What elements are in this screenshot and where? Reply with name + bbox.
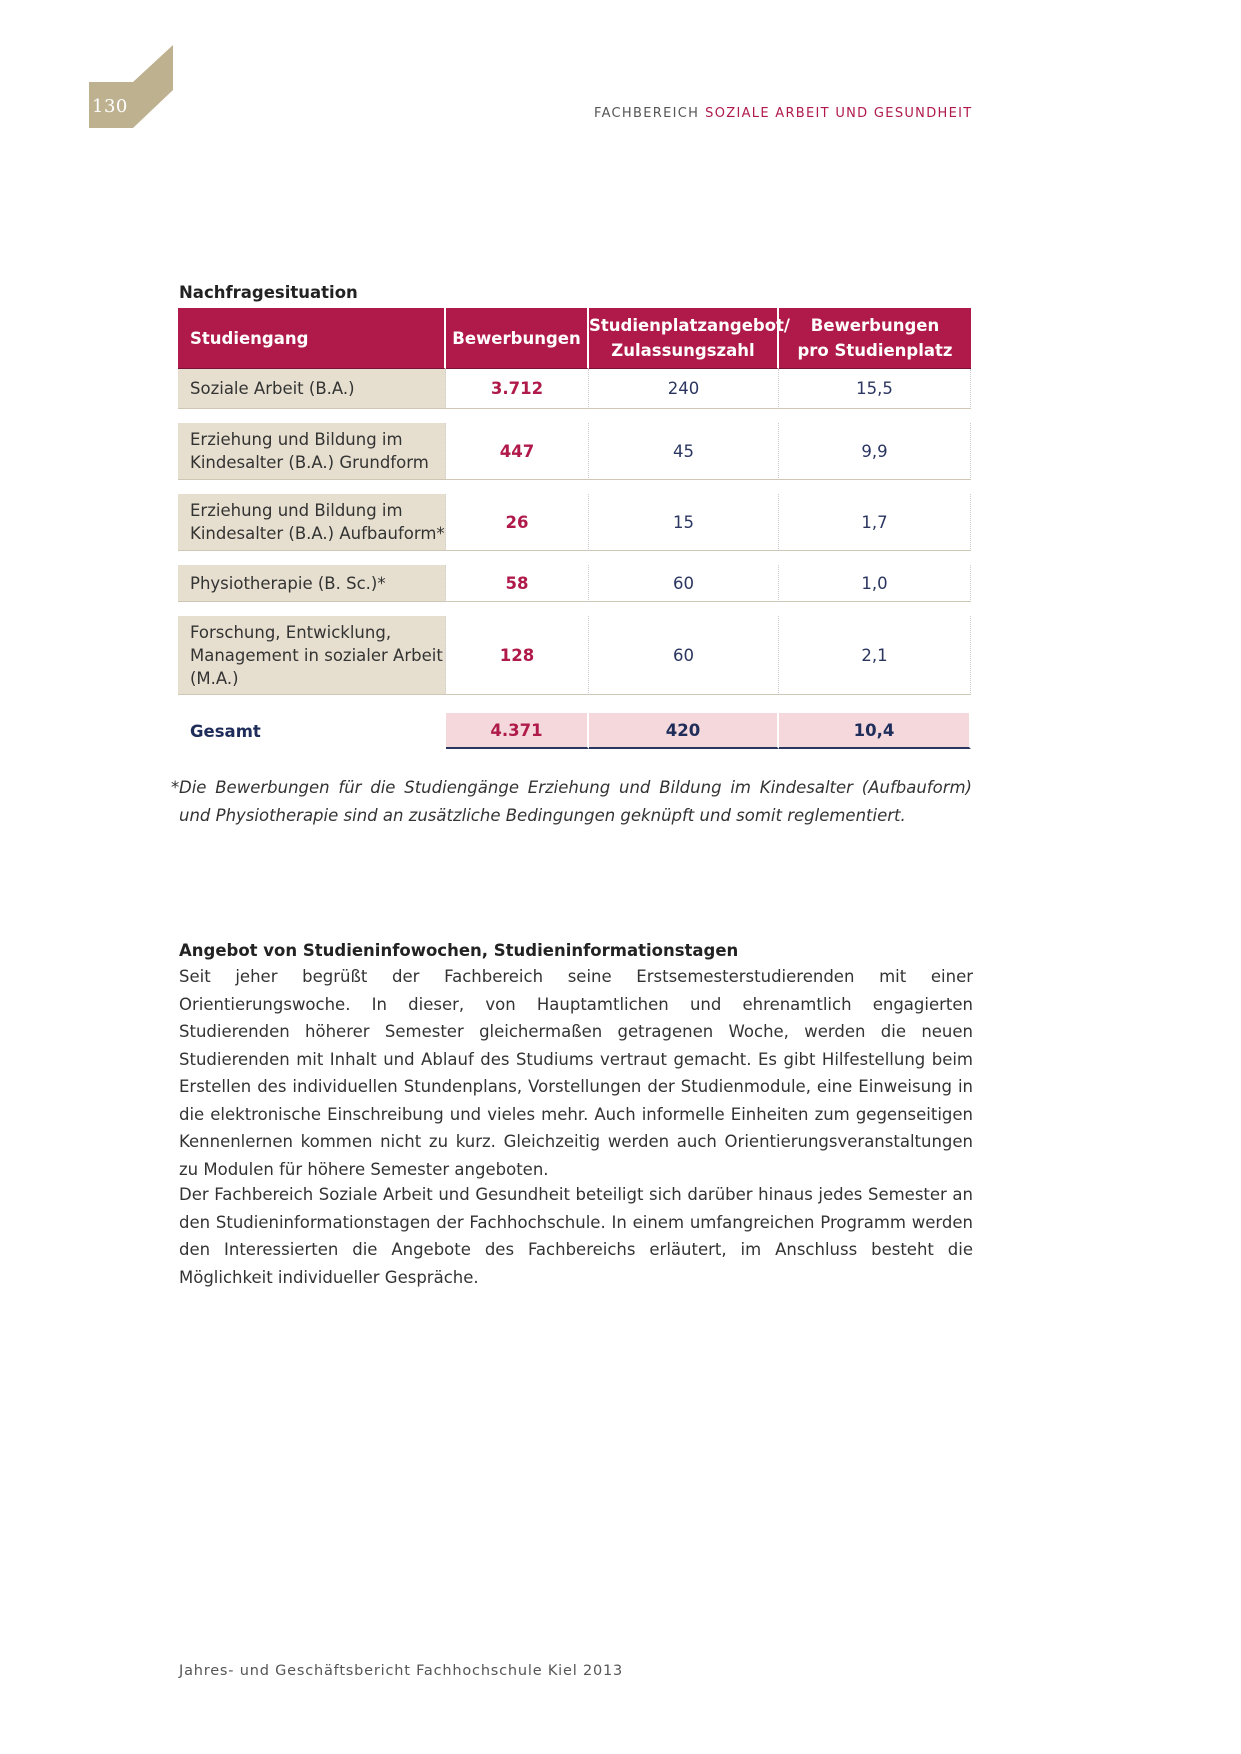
row-spacer <box>178 409 971 423</box>
column-header-places <box>589 308 790 369</box>
ratio-value: 2,1 <box>779 616 971 695</box>
table-row <box>178 494 971 551</box>
total-label: Gesamt <box>178 713 446 749</box>
offer-paragraph-1: Seit jeher begrüßt der Fachbereich seine Erstsemesterstudierenden mit einer Orientierungswoche. In dieser, von Hauptamtlichen und ehrenamtlich engagierten Studierenden höherer Semester gleichermaßen getragenen Woche, werden die neuen Studierenden mit Inhalt und Ablauf des Studiums vertraut gemacht. Es gibt Hilfestellung beim Erstellen des individuellen Stundenplans, Vorstellungen der Studienmodule, eine Einweisung in die elektronische Einschreibung und vieles mehr. Auch informelle Einheiten zum gegenseitigen Kennenlernen kommen nicht zu kurz. Gleichzeitig werden auch Orientierungsveranstaltungen zu Modulen für höhere Semester angeboten. <box>179 967 973 1179</box>
table-footnote <box>171 774 972 830</box>
total-places: 420 <box>589 713 779 749</box>
column-header-places-line1: Studienplatzangebot/ <box>589 316 790 335</box>
row-spacer <box>178 551 971 565</box>
ratio-value: 15,5 <box>779 369 971 409</box>
demand-table <box>178 308 971 749</box>
ratio-value: 9,9 <box>779 423 971 480</box>
running-head <box>594 106 974 121</box>
page-number: 130 <box>92 96 128 117</box>
column-header-ratio <box>779 308 971 369</box>
applications-value: 26 <box>446 494 589 551</box>
table-row <box>178 369 971 409</box>
table-row <box>178 423 971 480</box>
offer-paragraph-2: Der Fachbereich Soziale Arbeit und Gesundheit beteiligt sich darüber hinaus jedes Semester an den Studieninformationstagen der Fachhochschule. In einem umfangreichen Programm werden den Interessierten die Angebote des Fachbereichs erläutert, im Anschluss besteht die Möglichkeit individueller Gespräche. <box>179 1185 973 1287</box>
table-header-row <box>178 308 971 369</box>
column-header-course: Studiengang <box>178 308 446 369</box>
offer-section-title: Angebot von Studieninfowochen, Studieninformationstagen <box>179 941 739 960</box>
department-name: SOZIALE ARBEIT UND GESUNDHEIT <box>705 106 973 121</box>
course-name: Erziehung und Bildung im Kindesalter (B.A.) Aufbauform* <box>178 494 446 551</box>
column-header-places-line2: Zulassungszahl <box>611 341 755 360</box>
course-name: Soziale Arbeit (B.A.) <box>178 369 446 409</box>
total-ratio: 10,4 <box>779 713 971 749</box>
table-row <box>178 565 971 602</box>
footnote-text: Die Bewerbungen für die Studiengänge Erziehung und Bildung im Kindesalter (Aufbauform) und Physiotherapie sind an zusätzliche Bedingungen geknüpft und somit reglementiert. <box>179 778 972 825</box>
total-applications: 4.371 <box>446 713 589 749</box>
department-label: FACHBEREICH <box>594 106 700 121</box>
demand-section-title: Nachfragesituation <box>179 283 358 302</box>
course-name: Physiotherapie (B. Sc.)* <box>178 565 446 602</box>
total-row <box>178 713 971 749</box>
row-spacer <box>178 480 971 494</box>
places-value: 60 <box>589 565 779 602</box>
places-value: 45 <box>589 423 779 480</box>
places-value: 15 <box>589 494 779 551</box>
footnote-star: * <box>171 778 180 797</box>
applications-value: 128 <box>446 616 589 695</box>
page-footer: Jahres- und Geschäftsbericht Fachhochschule Kiel 2013 <box>179 1663 624 1679</box>
column-header-applications: Bewerbungen <box>446 308 589 369</box>
applications-value: 447 <box>446 423 589 480</box>
places-value: 240 <box>589 369 779 409</box>
places-value: 60 <box>589 616 779 695</box>
course-name: Forschung, Entwicklung, Management in sozialer Arbeit (M.A.) <box>178 616 446 695</box>
applications-value: 58 <box>446 565 589 602</box>
row-spacer <box>178 602 971 616</box>
applications-value: 3.712 <box>446 369 589 409</box>
ratio-value: 1,0 <box>779 565 971 602</box>
course-name: Erziehung und Bildung im Kindesalter (B.A.) Grundform <box>178 423 446 480</box>
row-spacer <box>178 695 971 713</box>
column-header-ratio-line2: pro Studienplatz <box>797 341 953 360</box>
ratio-value: 1,7 <box>779 494 971 551</box>
table-row <box>178 616 971 695</box>
column-header-ratio-line1: Bewerbungen <box>810 316 940 335</box>
